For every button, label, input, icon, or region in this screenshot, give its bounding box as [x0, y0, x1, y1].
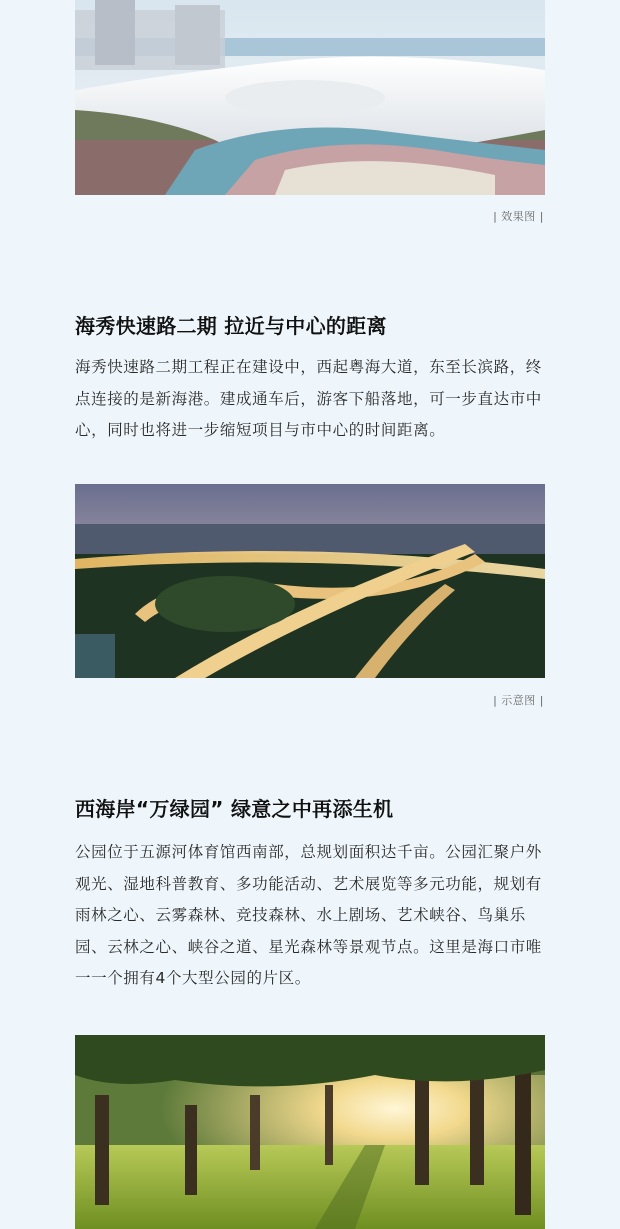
section-title-expressway: 海秀快速路二期 拉近与中心的距离: [75, 314, 387, 338]
section-title-park: 西海岸“万绿园” 绿意之中再添生机: [75, 797, 394, 821]
stadium-rendering-image: [75, 0, 545, 195]
effect-image-caption: | 效果图 |: [493, 210, 544, 223]
highway-interchange-image: [75, 484, 545, 678]
section-body-park: 公园位于五源河体育馆西南部，总规划面积达千亩。公园汇聚户外观光、湿地科普教育、多功能活动、艺术展览等多元功能，规划有雨林之心、云雾森林、竞技森林、水上剧场、艺术峡谷、鸟巢乐园、云林之心、峡谷之道、星光森林等景观节点。这里是海口市唯一一个拥有4个大型公园的片区。: [75, 843, 542, 987]
section-body-expressway: 海秀快速路二期工程正在建设中，西起粤海大道，东至长滨路，终点连接的是新海港。建成通车后，游客下船落地，可一步直达市中心，同时也将进一步缩短项目与市中心的时间距离。: [75, 358, 542, 439]
forest-park-image: [75, 1035, 545, 1229]
schematic-image-caption: | 示意图 |: [493, 694, 544, 707]
